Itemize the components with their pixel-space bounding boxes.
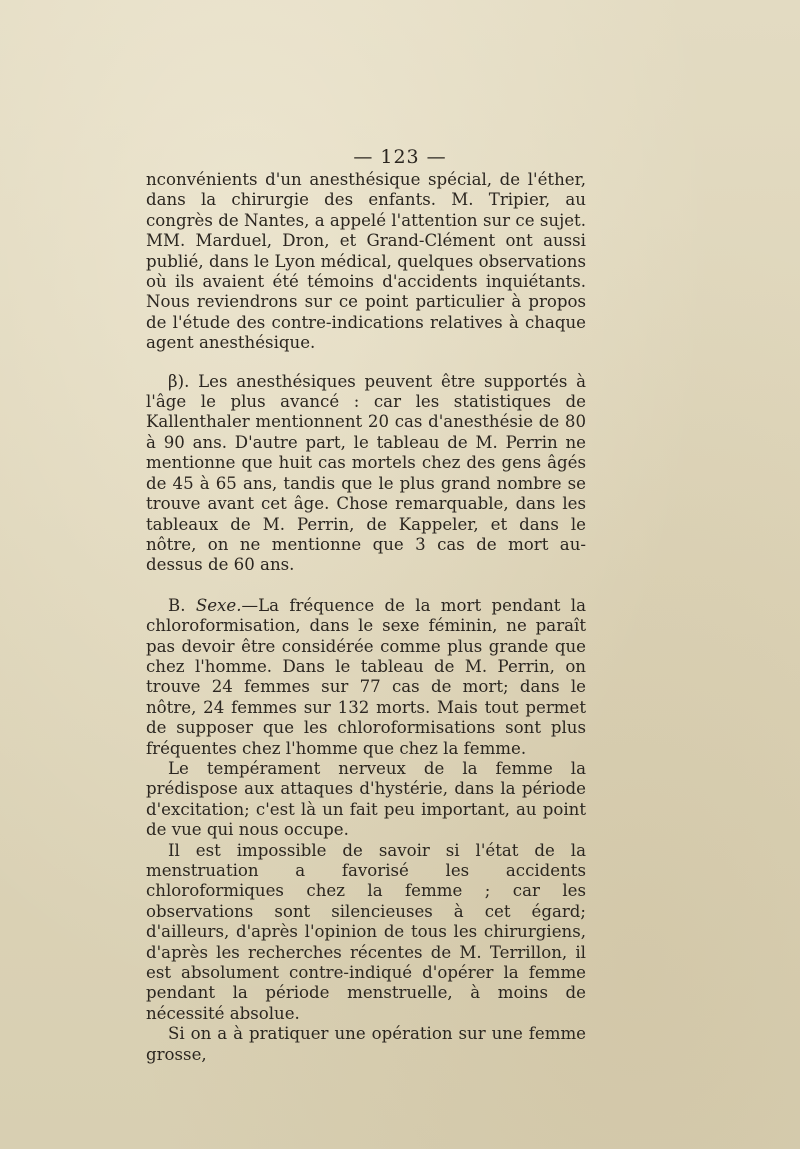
body-text — [146, 170, 586, 1065]
paragraph-sexe-text: —La fréquence de la mort pendant la chloroformisation, dans le sexe féminin, ne paraît pas devoir être considérée comme plus grande que chez l'homme. Dans le tableau de M. Perrin, on trouve 24 femmes sur 77 cas de mort; dans le nôtre, 24 femmes sur 132 morts. Mais tout permet de supposer que les chloroformisations sont plus fréquentes chez l'homme que chez la femme. — [146, 595, 586, 758]
paragraph-beta: β). Les anesthésiques peuvent être supportés à l'âge le plus avancé : car les statistiques de Kallenthaler mentionnent 20 cas d'anesthésie de 80 à 90 ans. D'autre part, le tableau de M. Perrin ne mentionne que huit cas mortels chez des gens âgés de 45 à 65 ans, tandis que le plus grand nombre se trouve avant cet âge. Chose remarquable, dans les tableaux de M. Perrin, de Kappeler, et dans le nôtre, on ne mentionne que 3 cas de mort au-dessus de 60 ans. — [146, 371, 586, 575]
paragraph-temperament: Le tempérament nerveux de la femme la prédispose aux attaques d'hystérie, dans la période d'excitation; c'est là un fait peu important, au point de vue qui nous occupe. — [146, 758, 586, 840]
section-heading: Sexe. — [195, 595, 242, 615]
section-letter: B. — [168, 595, 186, 615]
paragraph-menstruation: Il est impossible de savoir si l'état de la menstruation a favorisé les accidents chloroformiques chez la femme ; car les observations sont silencieuses à cet égard; d'ailleurs, d'après l'opinion de tous les chirurgiens, d'après les recherches récentes de M. Terrillon, il est absolument contre-indiqué d'opérer la femme pendant la période menstruelle, à moins de nécessité absolue. — [146, 840, 586, 1023]
paragraph-continuation: nconvénients d'un anesthésique spécial, de l'éther, dans la chirurgie des enfants. M. Tripier, au congrès de Nantes, a appelé l'attention sur ce sujet. MM. Marduel, Dron, et Grand-Clément ont aussi publié, dans le Lyon médical, quelques observations où ils avaient été témoins d'accidents inquiétants. Nous reviendrons sur ce point particulier à propos de l'étude des contre-indications relatives à chaque agent anesthésique. — [146, 170, 586, 353]
paragraph-grossesse: Si on a à pratiquer une opération sur une femme grosse, — [146, 1024, 586, 1064]
paragraph-sexe — [146, 596, 586, 759]
page-number: — 123 — — [353, 146, 447, 168]
